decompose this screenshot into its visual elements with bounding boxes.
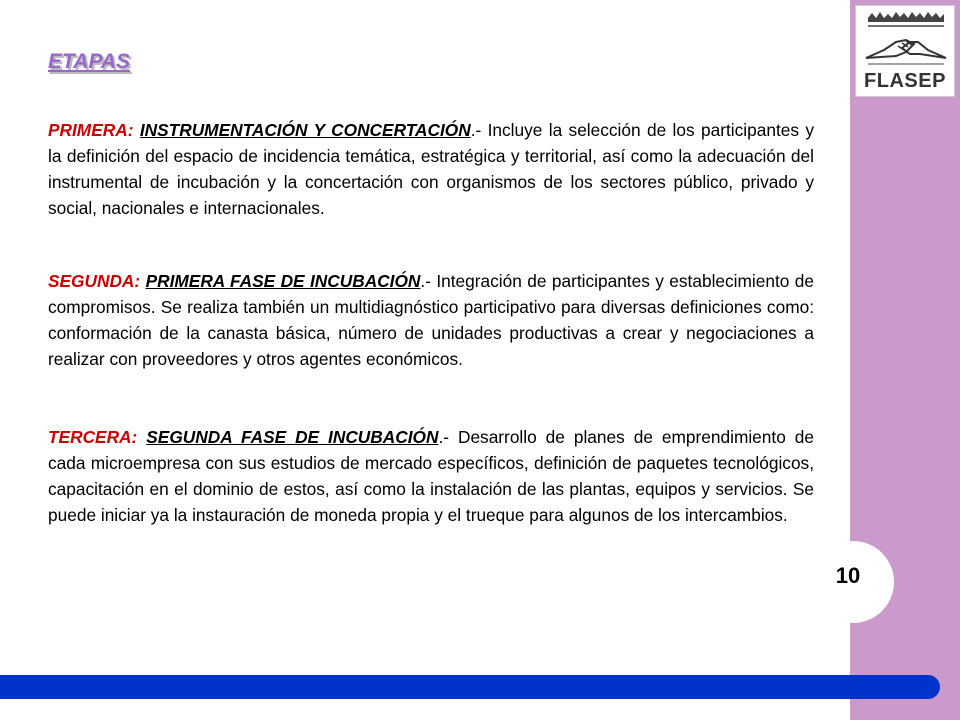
flasep-logo [855, 5, 955, 97]
stage-body: .- Incluye la selección de los participantes y la definición del espacio de incidencia temática, estratégica y territorial, así como la adecuación del instrumental de incubación y la concertación con organismos de los sectores público, privado y social, nacionales e internacionales. [48, 120, 815, 218]
stage-separator: : [127, 120, 134, 140]
stage-label: TERCERA [48, 427, 132, 447]
logo-text: FLASEP [864, 70, 946, 92]
stage-paragraph-tercera [48, 424, 814, 528]
page-number: 10 [835, 563, 861, 588]
stage-separator: : [134, 271, 141, 291]
stage-body: .- Desarrollo de planes de emprendimiento de cada microempresa con sus estudios de mercado específicos, definición de paquetes tecnológicos, capacitación en el dominio de estos, así como la instalación de las plantas, equipos y servicios. Se puede iniciar ya la instauración de moneda propia y el trueque para algunos de los intercambios. [48, 427, 814, 525]
stage-heading: SEGUNDA FASE DE INCUBACIÓN [146, 427, 439, 447]
stage-body: .- Integración de participantes y establecimiento de compromisos. Se realiza también un multidiagnóstico participativo para diversas definiciones como: conformación de la canasta básica, número de unidades productivas a crear y negociaciones a realizar con proveedores y otros agentes económicos. [48, 271, 814, 369]
stage-separator: : [131, 427, 138, 447]
bottom-bar [0, 675, 940, 699]
stage-label: PRIMERA [48, 120, 128, 140]
stage-label: SEGUNDA [48, 271, 135, 291]
stage-paragraph-primera [48, 117, 814, 221]
stage-heading: INSTRUMENTACIÓN Y CONCERTACIÓN [139, 120, 471, 140]
stage-heading: PRIMERA FASE DE INCUBACIÓN [145, 271, 421, 291]
stage-paragraph-segunda [48, 268, 814, 372]
page-title: ETAPAS [48, 50, 131, 73]
